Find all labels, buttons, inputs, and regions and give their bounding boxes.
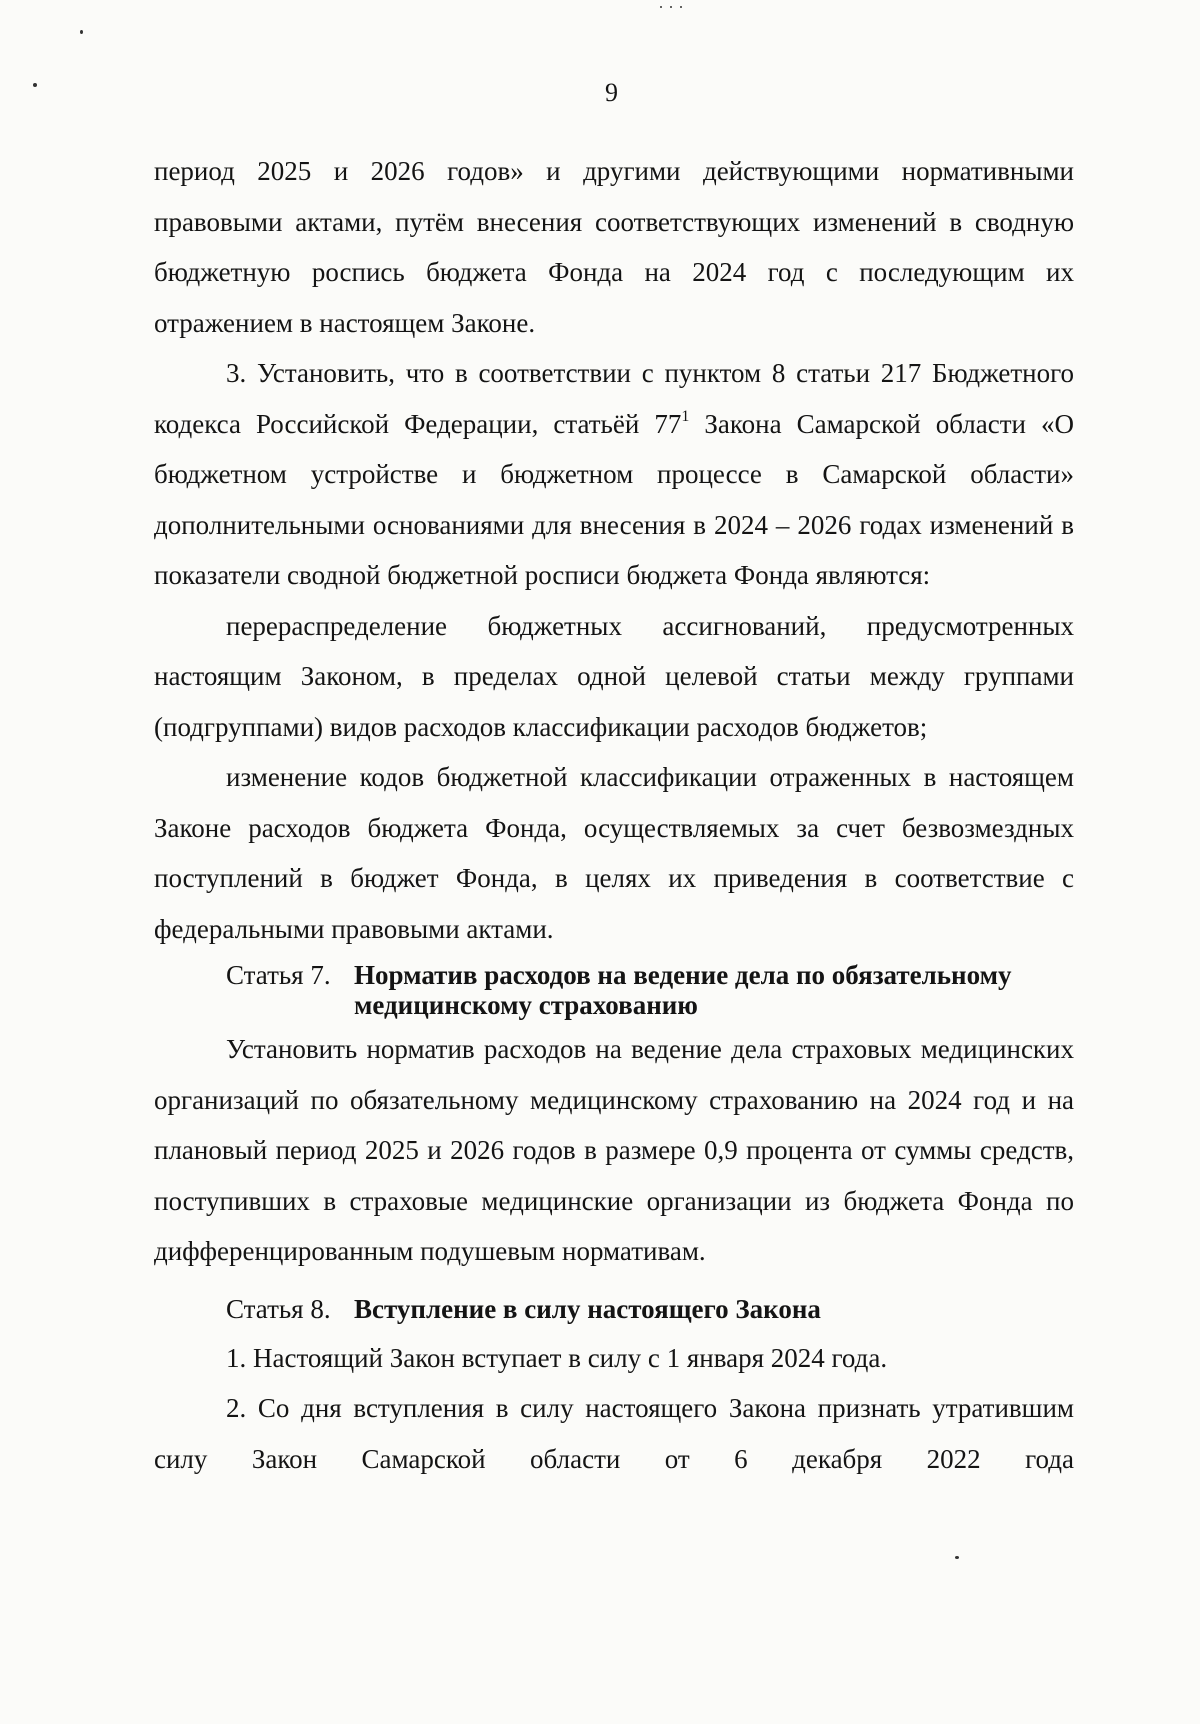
scan-speck [680,6,682,8]
article-7-label: Статья 7. [226,960,331,990]
article-8-title: Вступление в силу настоящего Закона [354,1293,821,1324]
scan-speck [80,30,83,34]
scan-speck [670,6,672,8]
article-8-label: Статья 8. [226,1293,331,1324]
scan-speck [955,1556,959,1559]
paragraph-continuation: период 2025 и 2026 годов» и другими действующими нормативными правовыми актами, путём внесения соответствующих изменений в сводную бюджетную роспись бюджета Фонда на 2024 год с последующим их отражением в настоящем Законе. [154,156,1074,338]
article-8-heading [154,1287,1074,1331]
paragraph-item-3 [154,348,1074,601]
paragraph-article-7: Установить норматив расходов на ведение дела страховых медицинских организаций по обязательному медицинскому страхованию на 2024 год и на плановый период 2025 и 2026 годов в размере 0,9 процента от суммы средств, поступивших в страховые медицинские организации из бюджета Фонда по дифференцированным подушевым нормативам. [154,1034,1074,1266]
page-number: 9 [605,78,618,107]
paragraph-text: 3. Установить, что в соответствии с пунктом 8 статьи 217 Бюджетного кодекса Российской Федерации, статьёй 77 [154,358,1074,439]
paragraph-article-8-item-1: 1. Настоящий Закон вступает в силу с 1 января 2024 года. [226,1342,888,1373]
paragraph-text: Закона Самарской области «О бюджетном устройстве и бюджетном процессе в Самарской области» дополнительными основаниями для внесения в 2024 – 2026 годах изменений в показатели сводной бюджетной росписи бюджета Фонда являются: [154,408,1074,590]
paragraph-redistribution: перераспределение бюджетных ассигнований, предусмотренных настоящим Законом, в пределах одной целевой статьи между группами (подгруппами) видов расходов классификации расходов бюджетов; [154,610,1074,742]
article-7-heading [154,960,1074,1020]
superscript: 1 [681,407,690,425]
paragraph-code-change: изменение кодов бюджетной классификации отраженных в настоящем Законе расходов бюджета Фонда, осуществляемых за счет безвозмездных поступлений в бюджет Фонда, в целях их приведения в соответствие с федеральными правовыми актами. [154,762,1074,944]
document-body [154,146,1074,1484]
scan-speck [660,6,662,8]
paragraph-article-8-item-2: 2. Со дня вступления в силу настоящего Закона признать утратившим силу Закон Самарской области от 6 декабря 2022 года [154,1393,1074,1474]
article-7-title: Норматив расходов на ведение дела по обязательному медицинскому страхованию [354,960,1012,1020]
